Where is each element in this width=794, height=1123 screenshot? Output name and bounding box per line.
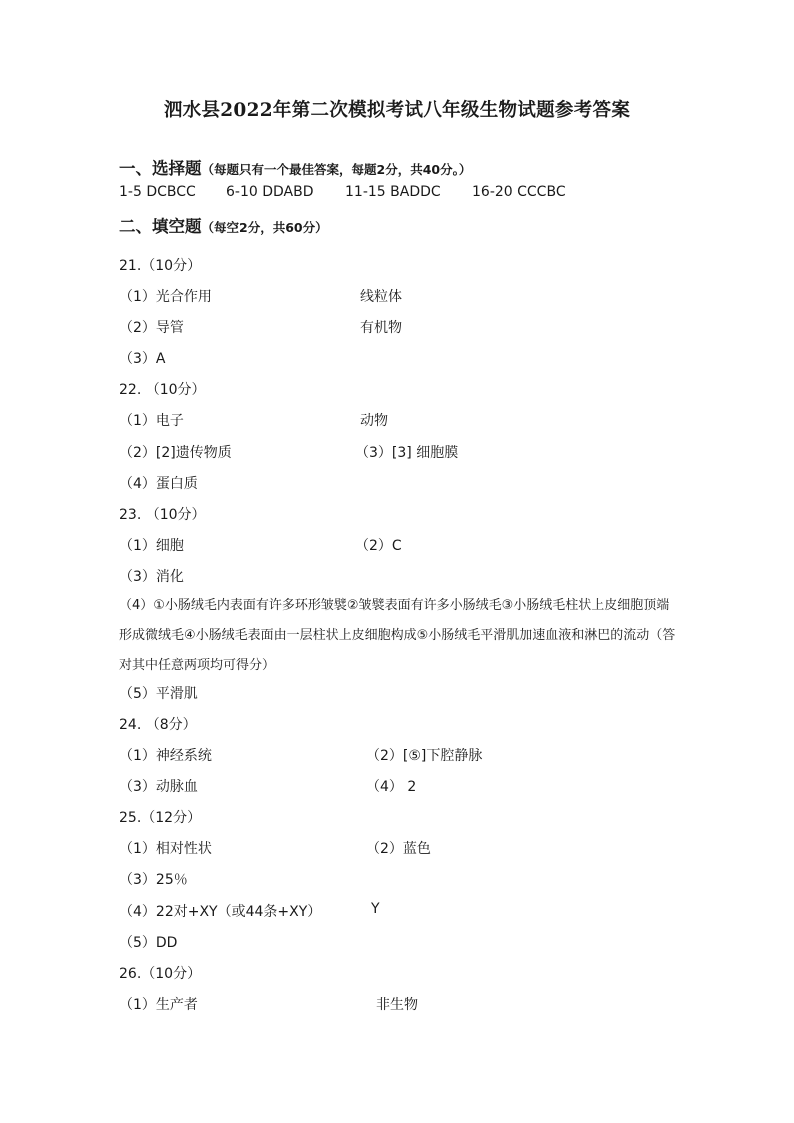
question-24-answer: （3）动脉血: [119, 779, 198, 795]
section1-heading: 一、选择题: [119, 159, 202, 178]
question-26-answer: （1）生产者: [119, 997, 198, 1013]
question-21-header: 21.（10分）: [119, 258, 202, 274]
question-21-answer: （1）光合作用: [119, 289, 212, 305]
answer-group-2: 6-10 DDABD: [226, 184, 314, 200]
question-21-answer: 线粒体: [360, 289, 402, 305]
section2-note: （每空2分，共60分）: [201, 220, 328, 235]
answer-group-4: 16-20 CCCBC: [472, 184, 566, 200]
question-26-header: 26.（10分）: [119, 966, 202, 982]
question-24-answer: （4） 2: [366, 779, 417, 795]
question-23-answer: （3）消化: [119, 569, 184, 585]
question-26-answer: 非生物: [376, 997, 418, 1013]
question-25-answer: （1）相对性状: [119, 841, 212, 857]
question-21-answer: （3）A: [119, 351, 166, 367]
answer-group-1: 1-5 DCBCC: [119, 184, 196, 200]
question-25-answer: Y: [371, 901, 380, 917]
question-23-answer: （1）细胞: [119, 538, 184, 554]
question-22-header: 22. （10分）: [119, 382, 206, 398]
question-23-answer: （5）平滑肌: [119, 686, 198, 702]
question-22-answer: （3）[3] 细胞膜: [355, 445, 459, 461]
question-22-answer: （2）[2]遗传物质: [119, 445, 232, 461]
section1-heading-line: [119, 155, 471, 179]
section2-heading-line: [119, 213, 328, 237]
question-24-header: 24. （8分）: [119, 717, 197, 733]
section1-note: （每题只有一个最佳答案，每题2分，共40分。）: [201, 162, 472, 177]
question-25-header: 25.（12分）: [119, 810, 202, 826]
question-25-answer: （3）25％: [119, 872, 188, 888]
question-25-answer: （5）DD: [119, 935, 178, 951]
question-23-answer: （2）C: [355, 538, 402, 554]
question-25-answer: （4）22对+XY（或44条+XY）: [119, 904, 322, 920]
question-24-answer: （2）[⑤]下腔静脉: [366, 748, 483, 764]
question-24-answer: （1）神经系统: [119, 748, 212, 764]
section2-heading: 二、填空题: [119, 217, 202, 236]
question-22-answer: 动物: [360, 413, 388, 429]
question-22-answer: （1）电子: [119, 413, 184, 429]
question-21-answer: 有机物: [360, 320, 402, 336]
question-22-answer: （4）蛋白质: [119, 476, 198, 492]
question-21-answer: （2）导管: [119, 320, 184, 336]
question-23-header: 23. （10分）: [119, 507, 206, 523]
question-25-answer: （2）蓝色: [366, 841, 431, 857]
question-23-paragraph: （4）①小肠绒毛内表面有许多环形皱襞②皱襞表面有许多小肠绒毛③小肠绒毛柱状上皮细胞顶端形成微绒毛④小肠绒毛表面由一层柱状上皮细胞构成⑤小肠绒毛平滑肌加速血液和淋巴的流动（答对其中任意两项均可得分）: [119, 598, 676, 673]
answer-group-3: 11-15 BADDC: [345, 184, 441, 200]
document-title: 泗水县2022年第二次模拟考试八年级生物试题参考答案: [163, 100, 631, 121]
